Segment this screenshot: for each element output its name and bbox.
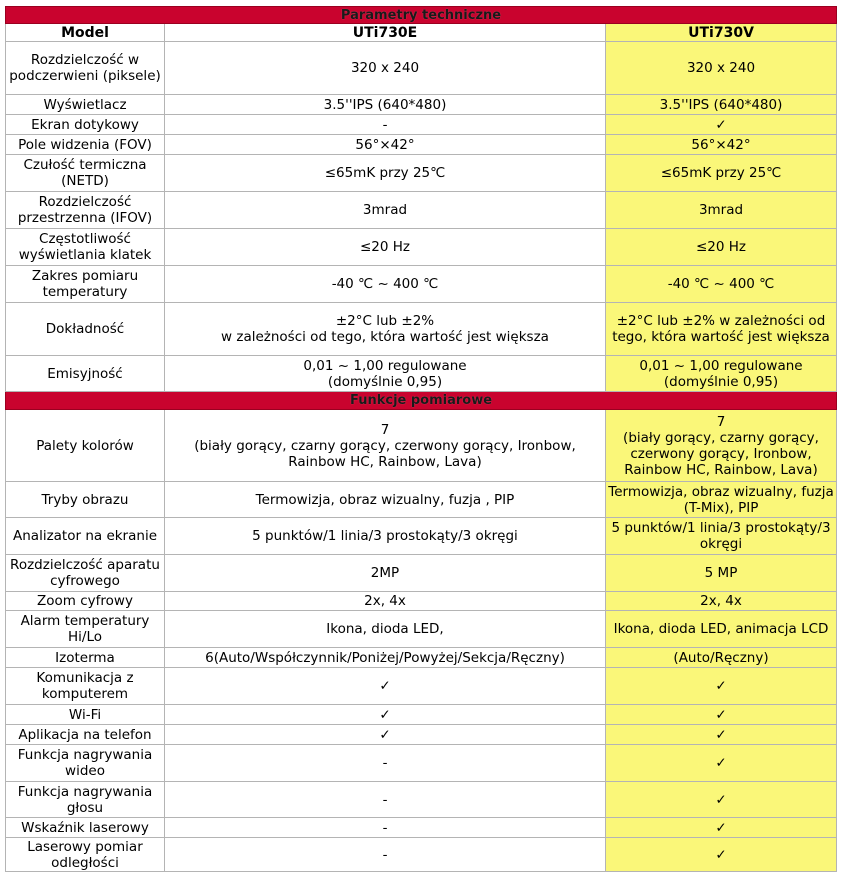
model-label: Model <box>6 24 165 42</box>
table-row <box>6 668 837 705</box>
row-label: Komunikacja z komputerem <box>6 668 165 705</box>
value-uti730e: Termowizja, obraz wizualny, fuzja , PIP <box>165 482 606 518</box>
model-uti730e: UTi730E <box>165 24 606 42</box>
section-title-functions: Funkcje pomiarowe <box>6 392 837 410</box>
section-header-functions <box>6 392 837 410</box>
value-uti730v: Termowizja, obraz wizualny, fuzja (T-Mix), PIP <box>606 482 837 518</box>
row-label: Rozdzielczość w podczerwieni (piksele) <box>6 42 165 95</box>
value-uti730v: (Auto/Ręczny) <box>606 648 837 668</box>
row-label: Zoom cyfrowy <box>6 592 165 611</box>
table-row <box>6 725 837 745</box>
table-row <box>6 356 837 392</box>
value-uti730v: 3.5''IPS (640*480) <box>606 95 837 115</box>
table-row <box>6 135 837 155</box>
value-uti730v: ✓ <box>606 705 837 725</box>
table-row <box>6 266 837 303</box>
table-row <box>6 648 837 668</box>
value-uti730e: 6(Auto/Współczynnik/Poniżej/Powyżej/Sekcja/Ręczny) <box>165 648 606 668</box>
table-row <box>6 155 837 192</box>
row-label: Laserowy pomiar odległości <box>6 838 165 872</box>
row-label: Izoterma <box>6 648 165 668</box>
table-row <box>6 115 837 135</box>
row-label: Wi-Fi <box>6 705 165 725</box>
value-uti730v: ✓ <box>606 725 837 745</box>
value-uti730v: ✓ <box>606 115 837 135</box>
value-uti730e: 3.5''IPS (640*480) <box>165 95 606 115</box>
value-uti730v: ✓ <box>606 668 837 705</box>
row-label: Zakres pomiaru temperatury <box>6 266 165 303</box>
value-uti730e: - <box>165 745 606 782</box>
value-uti730e: 3mrad <box>165 192 606 229</box>
value-uti730e: - <box>165 782 606 818</box>
table-row <box>6 782 837 818</box>
table-row <box>6 611 837 648</box>
value-uti730e: - <box>165 115 606 135</box>
value-uti730e: 320 x 240 <box>165 42 606 95</box>
table-row <box>6 555 837 592</box>
value-uti730e: - <box>165 818 606 838</box>
value-uti730v: ≤65mK przy 25℃ <box>606 155 837 192</box>
table-row <box>6 42 837 95</box>
value-uti730v: ✓ <box>606 838 837 872</box>
model-header-row <box>6 24 837 42</box>
row-label: Częstotliwość wyświetlania klatek <box>6 229 165 266</box>
value-uti730e: ✓ <box>165 668 606 705</box>
value-uti730v: 5 MP <box>606 555 837 592</box>
row-label: Emisyjność <box>6 356 165 392</box>
table-row <box>6 229 837 266</box>
value-uti730e: ±2°C lub ±2% w zależności od tego, która wartość jest większa <box>165 303 606 356</box>
row-label: Czułość termiczna (NETD) <box>6 155 165 192</box>
value-uti730v: 5 punktów/1 linia/3 prostokąty/3 okręgi <box>606 518 837 555</box>
row-label: Rozdzielczość przestrzenna (IFOV) <box>6 192 165 229</box>
value-uti730v: -40 ℃ ~ 400 ℃ <box>606 266 837 303</box>
table-row <box>6 818 837 838</box>
row-label: Palety kolorów <box>6 410 165 482</box>
table-row <box>6 838 837 872</box>
value-uti730v: 7 (biały gorący, czarny gorący, czerwony gorący, Ironbow, Rainbow HC, Rainbow, Lava) <box>606 410 837 482</box>
table-row <box>6 95 837 115</box>
value-uti730e: 5 punktów/1 linia/3 prostokąty/3 okręgi <box>165 518 606 555</box>
value-uti730e: ≤65mK przy 25℃ <box>165 155 606 192</box>
row-label: Wskaźnik laserowy <box>6 818 165 838</box>
value-uti730v: 0,01 ~ 1,00 regulowane (domyślnie 0,95) <box>606 356 837 392</box>
section-header-technical <box>6 7 837 24</box>
value-uti730e: 0,01 ~ 1,00 regulowane (domyślnie 0,95) <box>165 356 606 392</box>
table-row <box>6 303 837 356</box>
value-uti730e: -40 ℃ ~ 400 ℃ <box>165 266 606 303</box>
table-row <box>6 410 837 482</box>
model-uti730v: UTi730V <box>606 24 837 42</box>
value-uti730e: ✓ <box>165 705 606 725</box>
table-row <box>6 705 837 725</box>
table-row <box>6 745 837 782</box>
value-uti730e: - <box>165 838 606 872</box>
row-label: Pole widzenia (FOV) <box>6 135 165 155</box>
spec-table <box>5 6 837 872</box>
row-label: Wyświetlacz <box>6 95 165 115</box>
row-label: Analizator na ekranie <box>6 518 165 555</box>
row-label: Funkcja nagrywania wideo <box>6 745 165 782</box>
value-uti730e: 56°×42° <box>165 135 606 155</box>
value-uti730v: ≤20 Hz <box>606 229 837 266</box>
row-label: Alarm temperatury Hi/Lo <box>6 611 165 648</box>
value-uti730e: Ikona, dioda LED, <box>165 611 606 648</box>
value-uti730v: 3mrad <box>606 192 837 229</box>
table-row <box>6 592 837 611</box>
row-label: Ekran dotykowy <box>6 115 165 135</box>
value-uti730v: ✓ <box>606 782 837 818</box>
value-uti730v: ✓ <box>606 745 837 782</box>
value-uti730v: ±2°C lub ±2% w zależności od tego, która wartość jest większa <box>606 303 837 356</box>
row-label: Aplikacja na telefon <box>6 725 165 745</box>
row-label: Dokładność <box>6 303 165 356</box>
value-uti730e: ✓ <box>165 725 606 745</box>
value-uti730v: Ikona, dioda LED, animacja LCD <box>606 611 837 648</box>
value-uti730e: 2x, 4x <box>165 592 606 611</box>
row-label: Rozdzielczość aparatu cyfrowego <box>6 555 165 592</box>
section-title-technical: Parametry techniczne <box>6 7 837 24</box>
value-uti730e: 7 (biały gorący, czarny gorący, czerwony gorący, Ironbow, Rainbow HC, Rainbow, Lava) <box>165 410 606 482</box>
value-uti730v: 56°×42° <box>606 135 837 155</box>
value-uti730e: 2MP <box>165 555 606 592</box>
value-uti730v: ✓ <box>606 818 837 838</box>
table-row <box>6 518 837 555</box>
row-label: Tryby obrazu <box>6 482 165 518</box>
row-label: Funkcja nagrywania głosu <box>6 782 165 818</box>
table-row <box>6 482 837 518</box>
value-uti730e: ≤20 Hz <box>165 229 606 266</box>
value-uti730v: 2x, 4x <box>606 592 837 611</box>
table-row <box>6 192 837 229</box>
value-uti730v: 320 x 240 <box>606 42 837 95</box>
